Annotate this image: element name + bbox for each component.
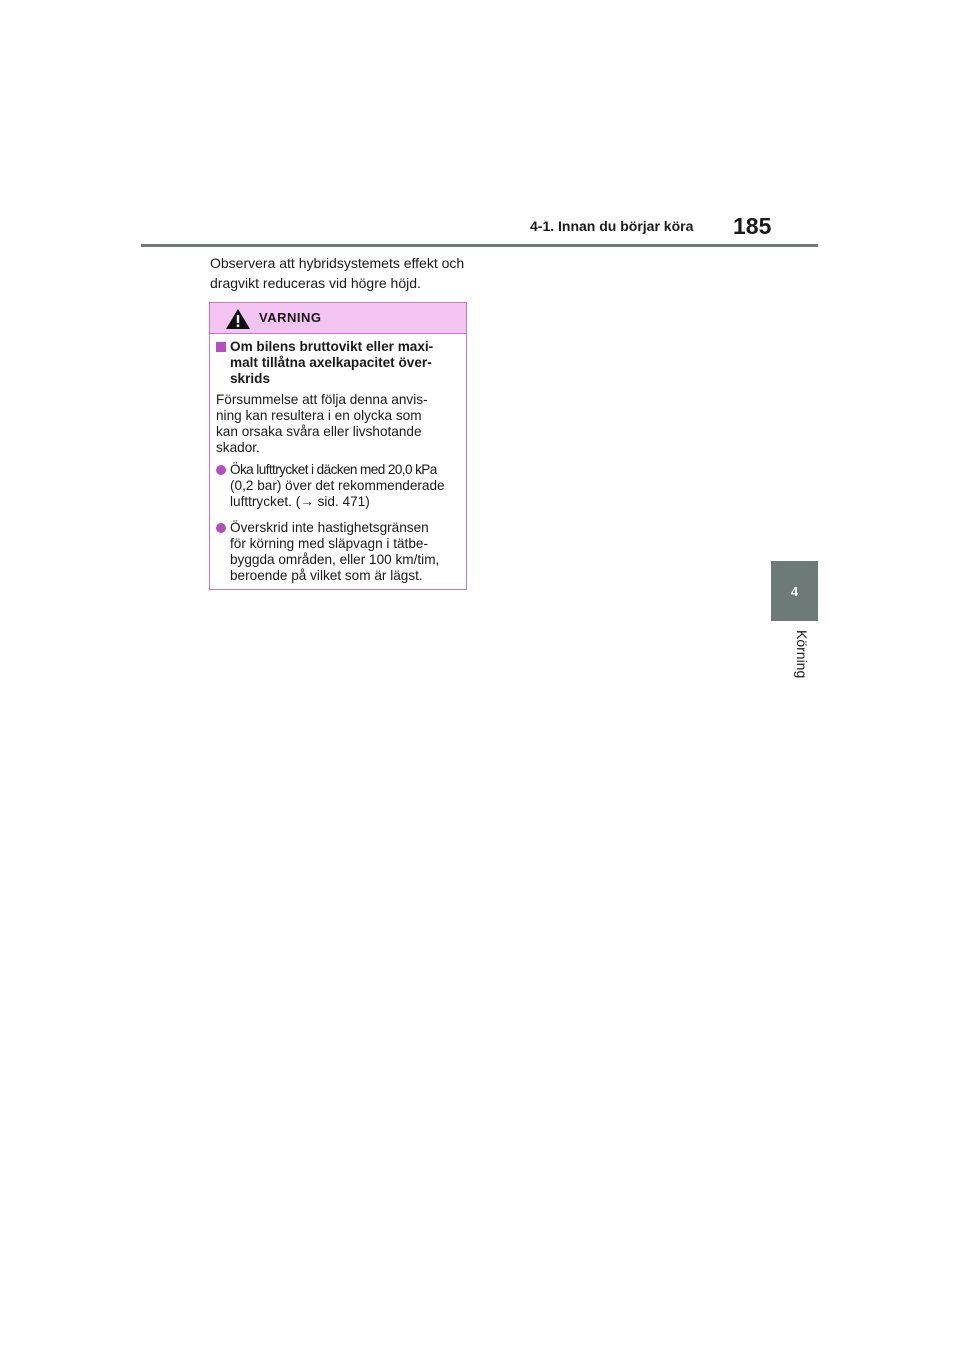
circle-bullet-icon: [216, 523, 226, 533]
square-bullet-icon: [216, 342, 226, 352]
intro-paragraph: Observera att hybridsystemets effekt och dragvikt reduceras vid högre höjd.: [210, 255, 465, 291]
chapter-tab[interactable]: [771, 561, 818, 621]
bullet-speed-limit: Överskrid inte hastighetsgränsen för körning med släpvagn i tätbe- byggda områden, eller 100 km/tim, beroende på vilket som är lägst.: [216, 520, 458, 584]
warning-box: [209, 302, 467, 590]
bullet-tire-pressure: Öka lufttrycket i däcken med 20,0 kPa (0,2 bar) över det rekommenderade lufttrycket. (→ sid. 471): [216, 462, 458, 510]
header-divider: [141, 244, 818, 247]
warning-paragraph: Försummelse att följa denna anvis- ning kan resultera i en olycka som kan orsaka svåra eller livshotande skador.: [216, 392, 428, 455]
section-title: 4-1. Innan du börjar köra: [530, 218, 694, 234]
chapter-number: 4: [790, 583, 799, 599]
warning-body: [210, 334, 466, 584]
circle-bullet-icon: [216, 465, 226, 475]
warning-header: [210, 303, 466, 334]
warning-title: VARNING: [259, 310, 322, 325]
page-number: 185: [733, 213, 772, 239]
warning-triangle-icon: [225, 308, 251, 330]
warning-heading: Om bilens bruttovikt eller maxi- malt tillåtna axelkapacitet över- skrids: [216, 339, 458, 387]
chapter-label: Körning: [794, 630, 810, 679]
page-reference: lufttrycket. (→ sid. 471): [230, 494, 370, 509]
